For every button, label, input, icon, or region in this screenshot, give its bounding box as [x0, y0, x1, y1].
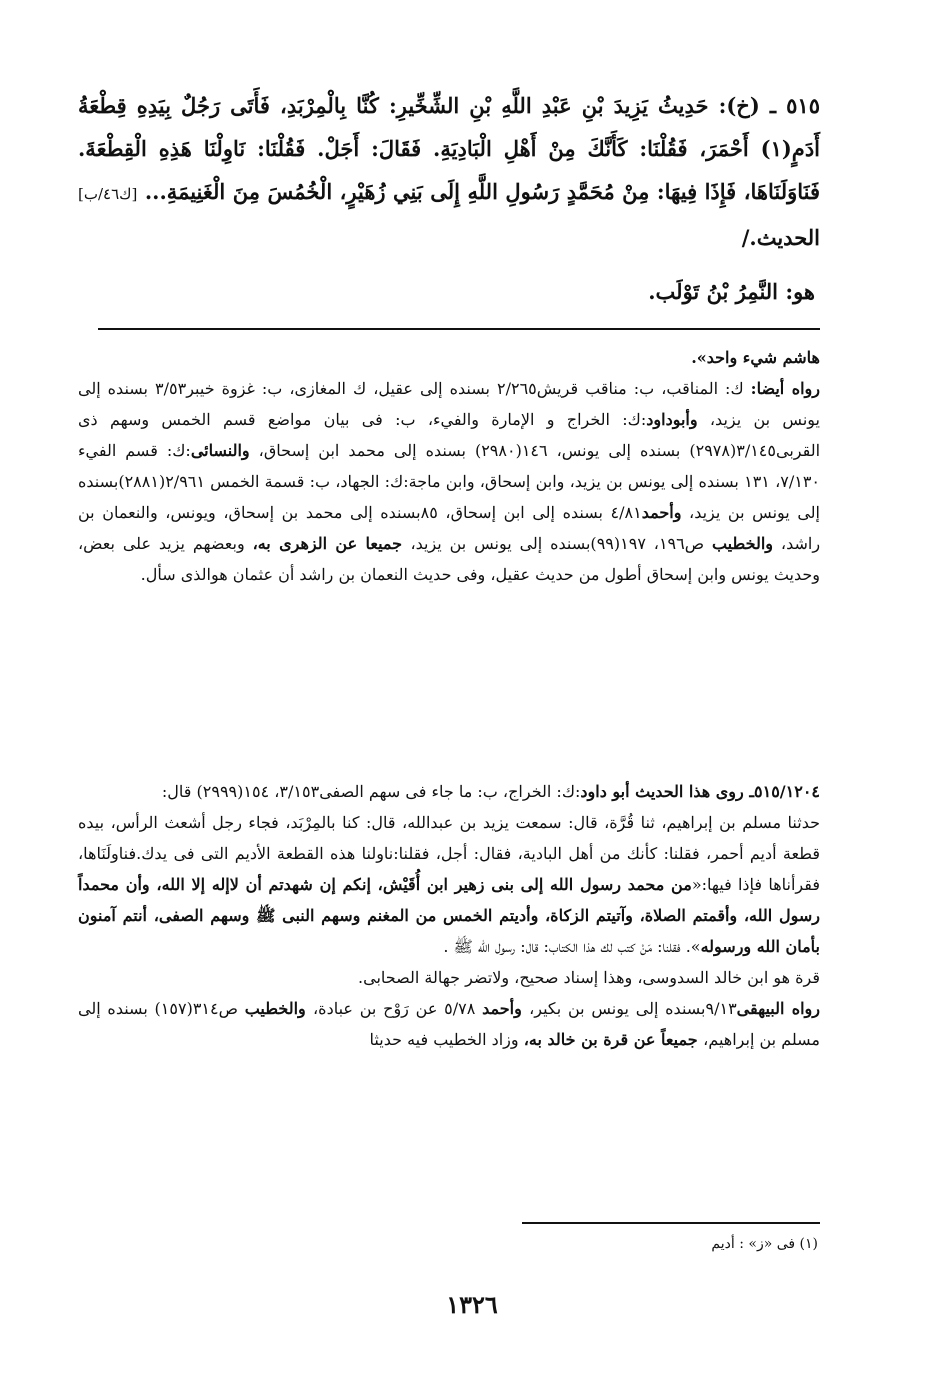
- label-ahmad: وأحمد: [641, 503, 682, 522]
- text-segment: ص٣١٤(١٥٧) بسنده إلى مسلم بن إبراهيم،: [78, 999, 820, 1049]
- label-khatib-2: والخطيب: [244, 999, 314, 1018]
- page-number: ١٣٢٦: [446, 1290, 498, 1319]
- section-heading: [78, 776, 820, 807]
- manuscript-reference: [ك٤٦/ب]: [78, 185, 138, 203]
- label-khatib: والخطيب: [711, 534, 774, 553]
- label-ahmad-2: وأحمد: [482, 999, 530, 1018]
- hadith-text: [78, 84, 820, 259]
- commentary-sources: [78, 373, 820, 590]
- text-segment: وزاد الخطيب فيه حديثا: [369, 1030, 524, 1049]
- label-bayhaqi: رواه البيهقى: [736, 999, 820, 1018]
- text-segment: ٩/١٣بسنده إلى يونس بن بكير،: [529, 999, 737, 1018]
- hadith-chain: [78, 807, 820, 962]
- text-segment: ٥/٧٨ عن رَوْح بن عبادة،: [313, 999, 483, 1018]
- hadith-ending: الحديث./: [741, 225, 820, 250]
- jamian-phrase-2: جميعاً عن قرة بن خالد به،: [523, 1030, 704, 1049]
- label-nasai: والنسائى: [190, 441, 250, 460]
- footnote: (١) فى «ز» : أديم: [711, 1236, 818, 1252]
- section-divider: [98, 328, 820, 330]
- commentary: [78, 342, 820, 590]
- heading-rest: :ك: الخراج، ب: ما جاء فى سهم الصفى٣/١٥٣، ١٥٤(٢٩٩٩) قال:: [161, 782, 581, 801]
- label-abudawud: وأبوداود: [646, 410, 698, 429]
- text-segment: :ك: الخراج و الإمارة والفيء، ب: فى بيان مواضع قسم الخمس وسهم ذى القربى٣/١٤٥(٢٩٧٨) بسنده إلى يونس، ١٤٦(٢٩٨٠) بسنده إلى محمد ابن إسحاق،: [78, 410, 821, 460]
- text-segment: ك: المناقب، ب: مناقب قريش٢/٢٦٥ بسنده إلى عقيل، ك المغازى، ب: غزوة خيبر٣/٥٣ بسنده إلى يونس بن يزيد،: [78, 379, 820, 429]
- text-segment: ٤/٨١ بسنده إلى ابن إسحاق، ٨٥بسنده إلى محمد بن إسحاق، ويونس، والنعمان بن راشد،: [78, 503, 821, 553]
- text-segment: :ك: قسم الفيء ٧/١٣٠، ١٣١ بسنده إلى يونس بن يزيد، وابن إسحاق، وابن ماجة:ك: الجهاد، ب: قسمة الخمس ٢/٩٦١(٢٨٨١)بسنده إلى يونس بن يزيد،: [78, 441, 821, 522]
- jamian-phrase: جميعا عن الزهرى به،: [252, 534, 411, 553]
- text-segment: وبعضهم يزيد على بعض، وحديث يونس وابن إسحاق أطول من حديث عقيل، وفى حديث النعمان بن راشد أن عثمان هوالذى سأل.: [78, 534, 820, 584]
- commentary-lead: هاشم شيء واحد».: [691, 348, 820, 367]
- text-segment: ». فقلنا: مَنْ كتب لك هذا الكتاب: قال: رسول الله ﷺ .: [443, 937, 701, 956]
- text-segment: ص١٩٦، ١٩٧(٩٩)بسنده إلى يونس بن يزيد،: [410, 534, 712, 553]
- grading: قرة هو ابن خالد السدوسى، وهذا إسناد صحيح، ولاتضر جهالة الصحابى.: [358, 968, 820, 987]
- text-segment: حدثنا مسلم بن إبراهيم، ثنا قُرَّة، قال: سمعت يزيد بن عبدالله، قال: كنا بالمِرْبَد، فجاء رجل أشعث الرأس، بيده قطعة أديم أحمر، فقلنا: كأنك من أهل البادية، فقال: أجل، فقلنا:ناولنا هذه القطعة الأديم التى فى يدك.فناولَنَاها، فقرأناها فإذا فيها:«: [78, 813, 820, 894]
- hadith-paragraph: [78, 84, 820, 259]
- footnote-divider: [522, 1222, 820, 1224]
- hadith-note: هو: النَّمِرُ بْنُ تَوْلَب.: [648, 279, 815, 304]
- letter-text: من محمد رسول الله إلى بنى زهير ابن أُقَيْش، إنكم إن شهدتم أن لاإله إلا الله، وأن محمداً رسول الله، وأقمتم الصلاة، وآتيتم الزكاة، وأديتم الخمس من المغنم وسهم النبى ﷺ وسهم الصفى، أنتم آمنون بأمان الله ورسوله: [78, 875, 820, 956]
- heading-bold: ٥١٥/١٢٠٤ـ روى هذا الحديث أبو داود: [580, 782, 820, 801]
- other-sources: [78, 993, 820, 1055]
- label-rawah: رواه أيضا:: [750, 379, 821, 398]
- hadith-body: ٥١٥ ـ (خ): حَدِيثُ يَزِيدَ بْنِ عَبْدِ اللَّهِ بْنِ الشِّخِّيرِ: كُنَّا بِالْمِرْبَدِ، فَأَتَى رَجُلٌ بِيَدِهِ قِطْعَةُ أَدَمٍ(١) أَحْمَرَ، فَقُلْنَا: كَأَنَّكَ مِنْ أَهْلِ الْبَادِيَةِ. فَقَالَ: أَجَلْ. فَقُلْنَا: نَاوِلْنَا هَذِهِ الْقِطْعَةَ. فَنَاوَلَنَاهَا، فَإِذَا فِيهَا: مِنْ مُحَمَّدٍ رَسُولِ اللَّهِ إِلَى بَنِي زُهَيْرٍ، الْخُمُسَ مِنَ الْغَنِيمَةِ...: [78, 93, 821, 204]
- second-section: [78, 776, 820, 1055]
